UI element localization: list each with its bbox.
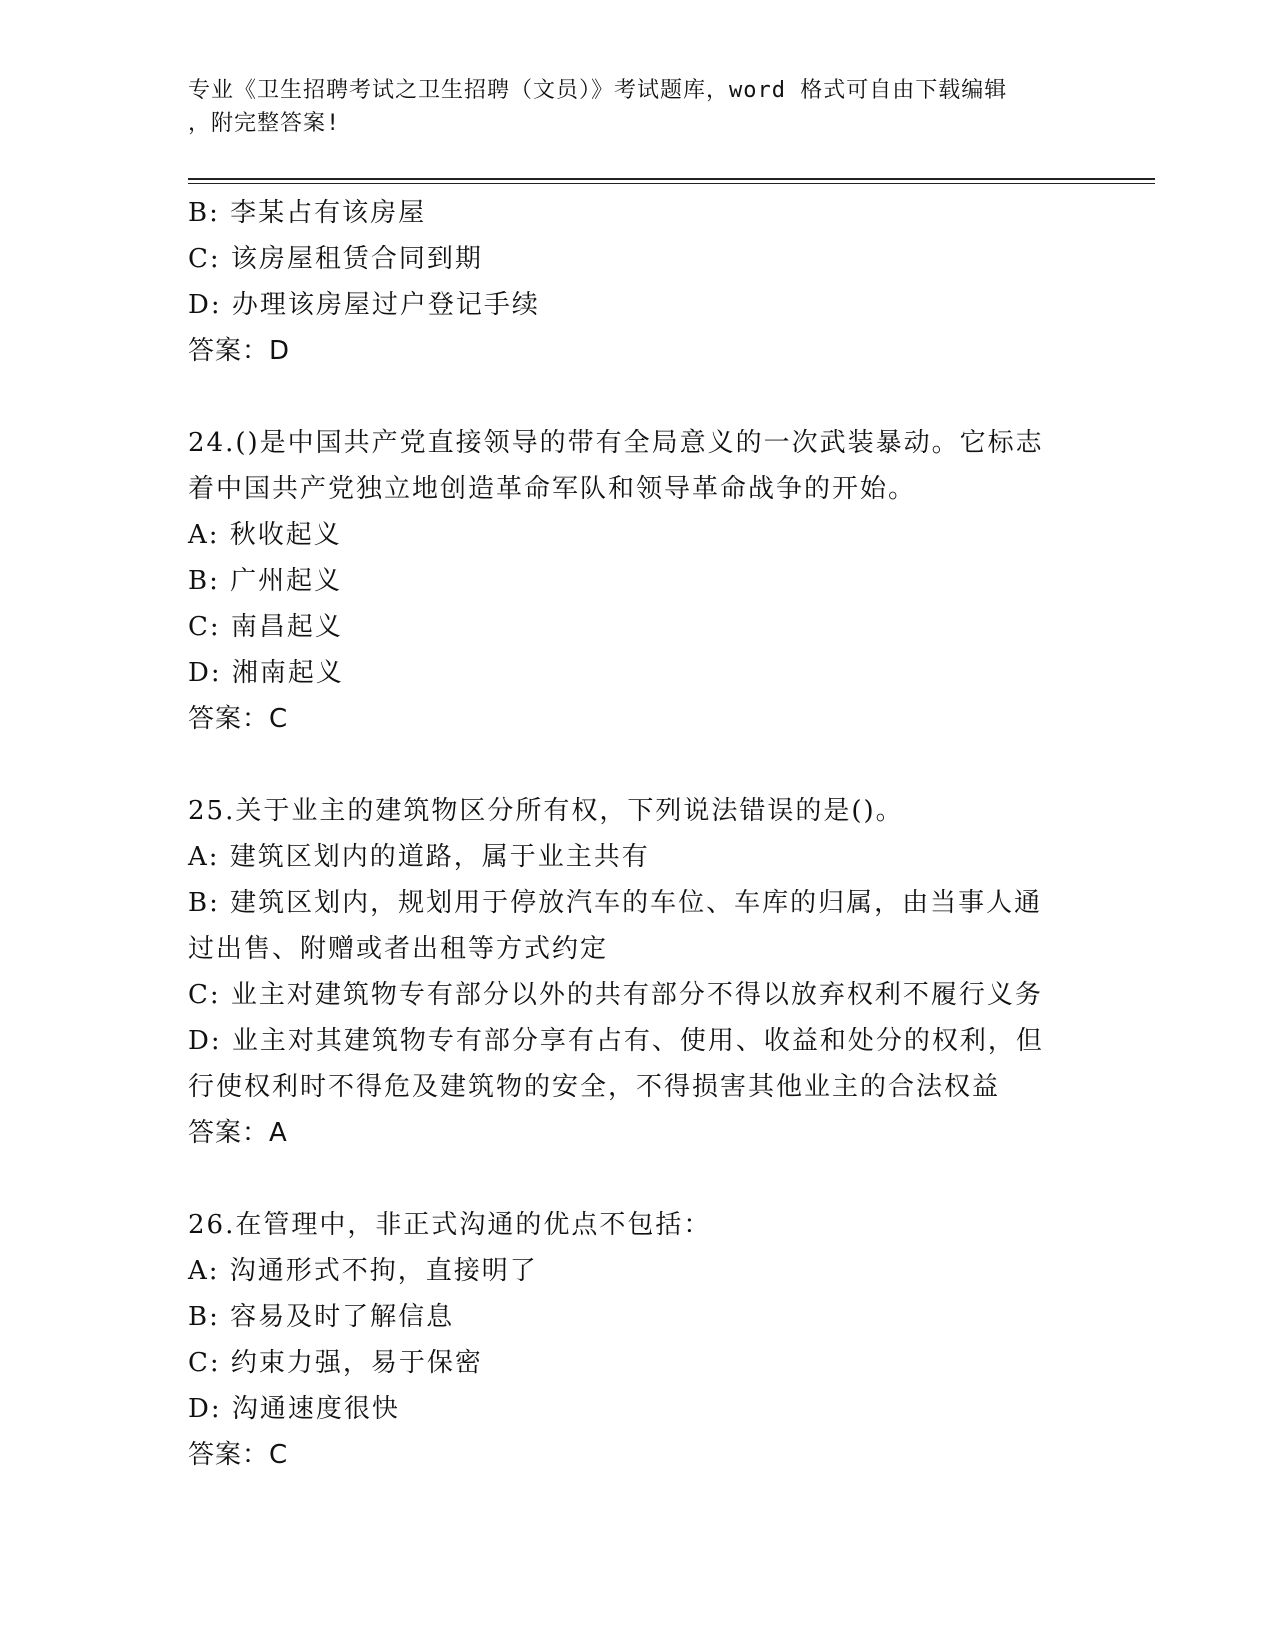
option-a: A: 沟通形式不拘，直接明了	[188, 1256, 538, 1286]
question-stem: 26.在管理中，非正式沟通的优点不包括：	[188, 1210, 712, 1240]
spacer	[188, 1156, 1088, 1202]
option-c: C: 该房屋租赁合同到期	[188, 244, 483, 274]
header-divider-thin	[188, 183, 1155, 184]
option-c: C: 业主对建筑物专有部分以外的共有部分不得以放弃权利不履行义务	[188, 980, 1043, 1010]
question-24	[188, 420, 1088, 742]
question-26	[188, 1202, 1088, 1478]
option-c: C: 南昌起义	[188, 612, 343, 642]
spacer	[188, 374, 1088, 420]
header-line-1: 专业《卫生招聘考试之卫生招聘（文员）》考试题库，word 格式可自由下载编辑	[188, 78, 1008, 103]
option-b-cont: 过出售、附赠或者出租等方式约定	[188, 934, 609, 964]
question-stem: 24.()是中国共产党直接领导的带有全局意义的一次武装暴动。它标志	[188, 428, 1044, 458]
header-line-2: ，附完整答案!	[188, 111, 341, 136]
option-b: B: 李某占有该房屋	[188, 198, 427, 228]
option-d: D: 沟通速度很快	[188, 1394, 400, 1424]
answer: 答案：C	[188, 704, 289, 734]
question-25	[188, 788, 1088, 1156]
question-stem-cont: 着中国共产党独立地创造革命军队和领导革命战争的开始。	[188, 474, 917, 504]
answer: 答案：A	[188, 1118, 288, 1148]
option-d-cont: 行使权利时不得危及建筑物的安全，不得损害其他业主的合法权益	[188, 1072, 1001, 1102]
question-list	[188, 190, 1088, 1478]
option-d: D: 办理该房屋过户登记手续	[188, 290, 540, 320]
header-divider-thick	[188, 178, 1155, 180]
document-header	[188, 74, 1068, 140]
option-d: D: 湘南起义	[188, 658, 344, 688]
answer: 答案：D	[188, 336, 291, 366]
option-b: B: 建筑区划内，规划用于停放汽车的车位、车库的归属，由当事人通	[188, 888, 1043, 918]
option-a: A: 秋收起义	[188, 520, 342, 550]
question-stem: 25.关于业主的建筑物区分所有权，下列说法错误的是()。	[188, 796, 904, 826]
option-c: C: 约束力强，易于保密	[188, 1348, 483, 1378]
question-23-tail	[188, 190, 1088, 374]
spacer	[188, 742, 1088, 788]
option-b: B: 广州起义	[188, 566, 343, 596]
answer: 答案：C	[188, 1440, 289, 1470]
option-b: B: 容易及时了解信息	[188, 1302, 455, 1332]
option-d: D: 业主对其建筑物专有部分享有占有、使用、收益和处分的权利，但	[188, 1026, 1044, 1056]
option-a: A: 建筑区划内的道路，属于业主共有	[188, 842, 650, 872]
